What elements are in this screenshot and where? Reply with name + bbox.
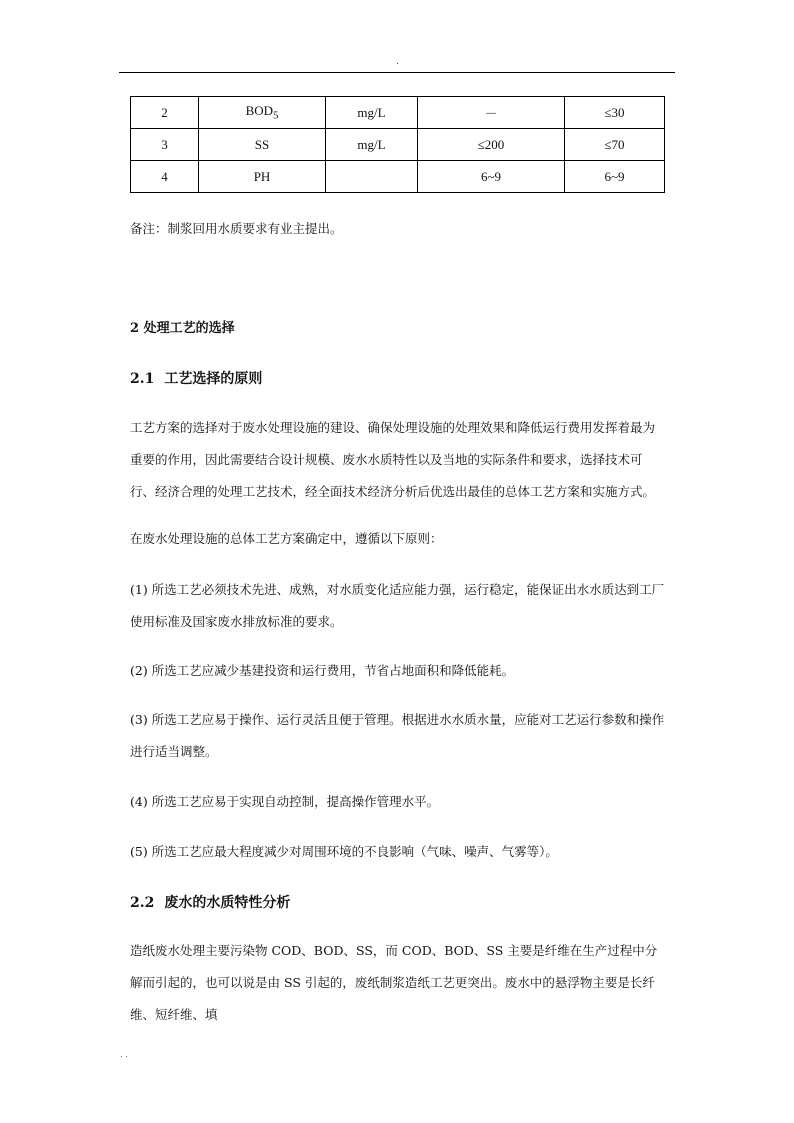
table-cell-effluent: ≤70 [565,129,665,161]
table-row [131,97,665,129]
table-cell-item [199,97,326,129]
header-mark: . [396,57,399,67]
table-row [131,129,665,161]
item-subscript: 5 [273,109,279,122]
subsection-heading [130,367,262,391]
table-cell-item: SS [199,129,326,161]
paragraph: 造纸废水处理主要污染物 COD、BOD、SS，而 COD、BOD、SS 主要是纤维在生产过程中分解而引起的，也可以说是由 SS 引起的，废纸制浆造纸工艺更突出。废水中的悬浮物主要是长纤维、短纤维、填 [130,943,658,1022]
principle-item: (5) 所选工艺应最大程度减少对周围环境的不良影响（气味、噪声、气雾等）。 [130,844,558,859]
subsection-heading [130,891,290,915]
table-cell-effluent: ≤30 [565,97,665,129]
item-name: BOD [245,103,274,119]
principle-item: (3) 所选工艺应易于操作、运行灵活且便于管理。根据进水水质水量，应能对工艺运行参数和操作进行适当调整。 [130,712,665,759]
table-cell-item: PH [199,161,326,193]
table-cell-no: 2 [131,97,199,129]
principle-item: (2) 所选工艺应减少基建投资和运行费用，节省占地面积和降低能耗。 [130,663,515,678]
table-note: 备注：制浆回用水质要求有业主提出。 [130,221,343,236]
table-cell-no: 3 [131,129,199,161]
principle-item: (4) 所选工艺应易于实现自动控制，提高操作管理水平。 [130,794,440,809]
table-cell-unit: mg/L [326,129,418,161]
water-quality-table [130,96,665,193]
footer-mark: . . [120,1050,128,1059]
section-heading: 2 处理工艺的选择 [130,321,235,336]
table-cell-influent: － [418,97,565,129]
table-cell-unit [326,161,418,193]
subsection-number: 2.2 [130,895,155,911]
table-cell-effluent: 6~9 [565,161,665,193]
table-row [131,161,665,193]
subsection-title: 工艺选择的原则 [164,371,263,387]
paragraph: 在废水处理设施的总体工艺方案确定中，遵循以下原则： [130,531,443,546]
principle-item: (1) 所选工艺必须技术先进、成熟，对水质变化适应能力强，运行稳定，能保证出水水质达到工厂使用标准及国家废水排放标准的要求。 [130,582,665,629]
table-cell-unit: mg/L [326,97,418,129]
subsection-title: 废水的水质特性分析 [164,895,291,911]
table-cell-no: 4 [131,161,199,193]
subsection-number: 2.1 [130,371,155,387]
table-cell-influent: ≤200 [418,129,565,161]
paragraph: 工艺方案的选择对于废水处理设施的建设、确保处理设施的处理效果和降低运行费用发挥着最为重要的作用，因此需要结合设计规模、废水水质特性以及当地的实际条件和要求，选择技术可行、经济合理的处理工艺技术，经全面技术经济分析后优选出最佳的总体工艺方案和实施方式。 [130,420,656,499]
header-rule [119,72,675,73]
table-cell-influent: 6~9 [418,161,565,193]
